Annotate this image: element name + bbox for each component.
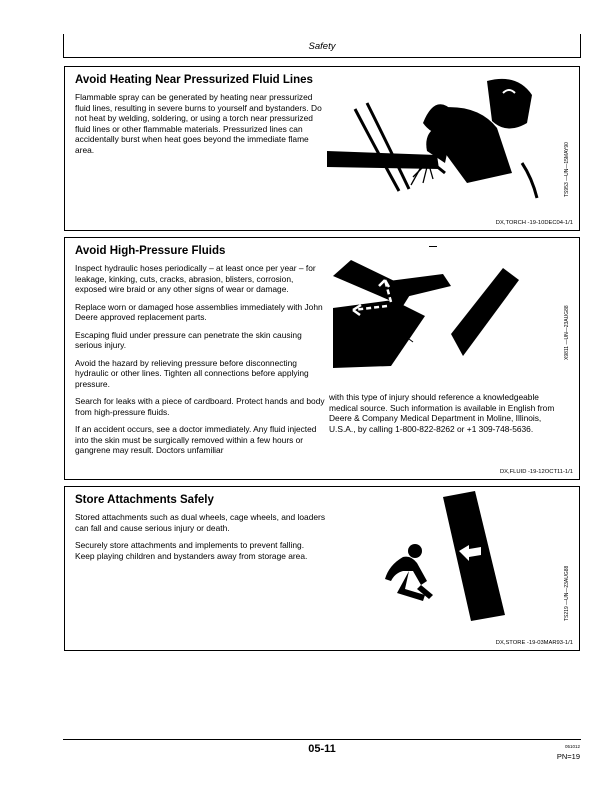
section-body xyxy=(75,92,325,162)
running-head: Safety xyxy=(308,41,336,52)
paragraph: Search for leaks with a piece of cardboard. Protect hands and body from high-pressure fluids. xyxy=(75,396,325,417)
footer-pn: PN=19 xyxy=(556,752,580,761)
reference-code: DX,TORCH -19-10DEC04-1/1 xyxy=(495,220,573,226)
section-body xyxy=(75,263,325,463)
figure-id: TS953 —UN—15MAY90 xyxy=(564,142,570,197)
reference-code: DX,FLUID -19-12OCT11-1/1 xyxy=(499,469,573,475)
section-title: Store Attachments Safely xyxy=(75,494,214,506)
paragraph: Securely store attachments and implements to prevent falling. Keep playing children and bystanders away from storage area. xyxy=(75,540,308,561)
reference-code: DX,STORE -19-03MAR93-1/1 xyxy=(495,640,573,646)
falling-attachment-illustration xyxy=(365,491,545,621)
section-heating-fluid-lines xyxy=(64,66,580,231)
paragraph: Inspect hydraulic hoses periodically – at least once per year – for leakage, kinking, cuts, cracks, abrasion, blisters, corrosion, exposed wire braid or any other signs of wear or damage. xyxy=(75,263,316,294)
footer-rule xyxy=(63,739,581,740)
continuation-text: with this type of injury should reference a knowledgeable medical source. Such information is available in English from Deere & Company Medical Department in Moline, Illinois, U.S.A., by calling 1-800-822-8262 or +1 309-748-5636. xyxy=(329,392,555,434)
section-high-pressure-fluids xyxy=(64,237,580,480)
figure-id: TS219 —UN—23AUG88 xyxy=(564,565,570,621)
paragraph: Flammable spray can be generated by heating near pressurized fluid lines, resulting in severe burns to yourself and bystanders. Do not heat by welding, soldering, or using a torch near pressurized fluid lines or other flammable materials. Pressurized lines can accidentally burst when heat goes beyond the immediate flame area. xyxy=(75,92,322,155)
header-rule-bottom xyxy=(63,57,581,58)
high-pressure-fluid-illustration xyxy=(333,246,549,374)
paragraph: Stored attachments such as dual wheels, cage wheels, and loaders can fall and cause serious injury or death. xyxy=(75,512,326,533)
paragraph: Replace worn or damaged hose assemblies immediately with John Deere approved replacement parts. xyxy=(75,301,323,322)
torch-heating-lines-illustration xyxy=(327,73,555,201)
section-title: Avoid Heating Near Pressurized Fluid Lines xyxy=(75,74,313,86)
paragraph: Escaping fluid under pressure can penetrate the skin causing serious injury. xyxy=(75,329,302,350)
section-body xyxy=(75,512,325,568)
section-title: Avoid High-Pressure Fluids xyxy=(75,245,226,257)
section-store-attachments xyxy=(64,486,580,651)
figure-id: X9811 —UN—23AUG88 xyxy=(564,305,570,360)
footer-code: 051012 xyxy=(564,744,580,749)
page-number: 05-11 xyxy=(308,743,336,755)
paragraph: Avoid the hazard by relieving pressure before disconnecting hydraulic or other lines. Tighten all connections before applying pressure. xyxy=(75,357,309,389)
paragraph: If an accident occurs, see a doctor immediately. Any fluid injected into the skin must be surgically removed within a few hours or gangrene may result. Doctors unfamiliar xyxy=(75,424,317,455)
